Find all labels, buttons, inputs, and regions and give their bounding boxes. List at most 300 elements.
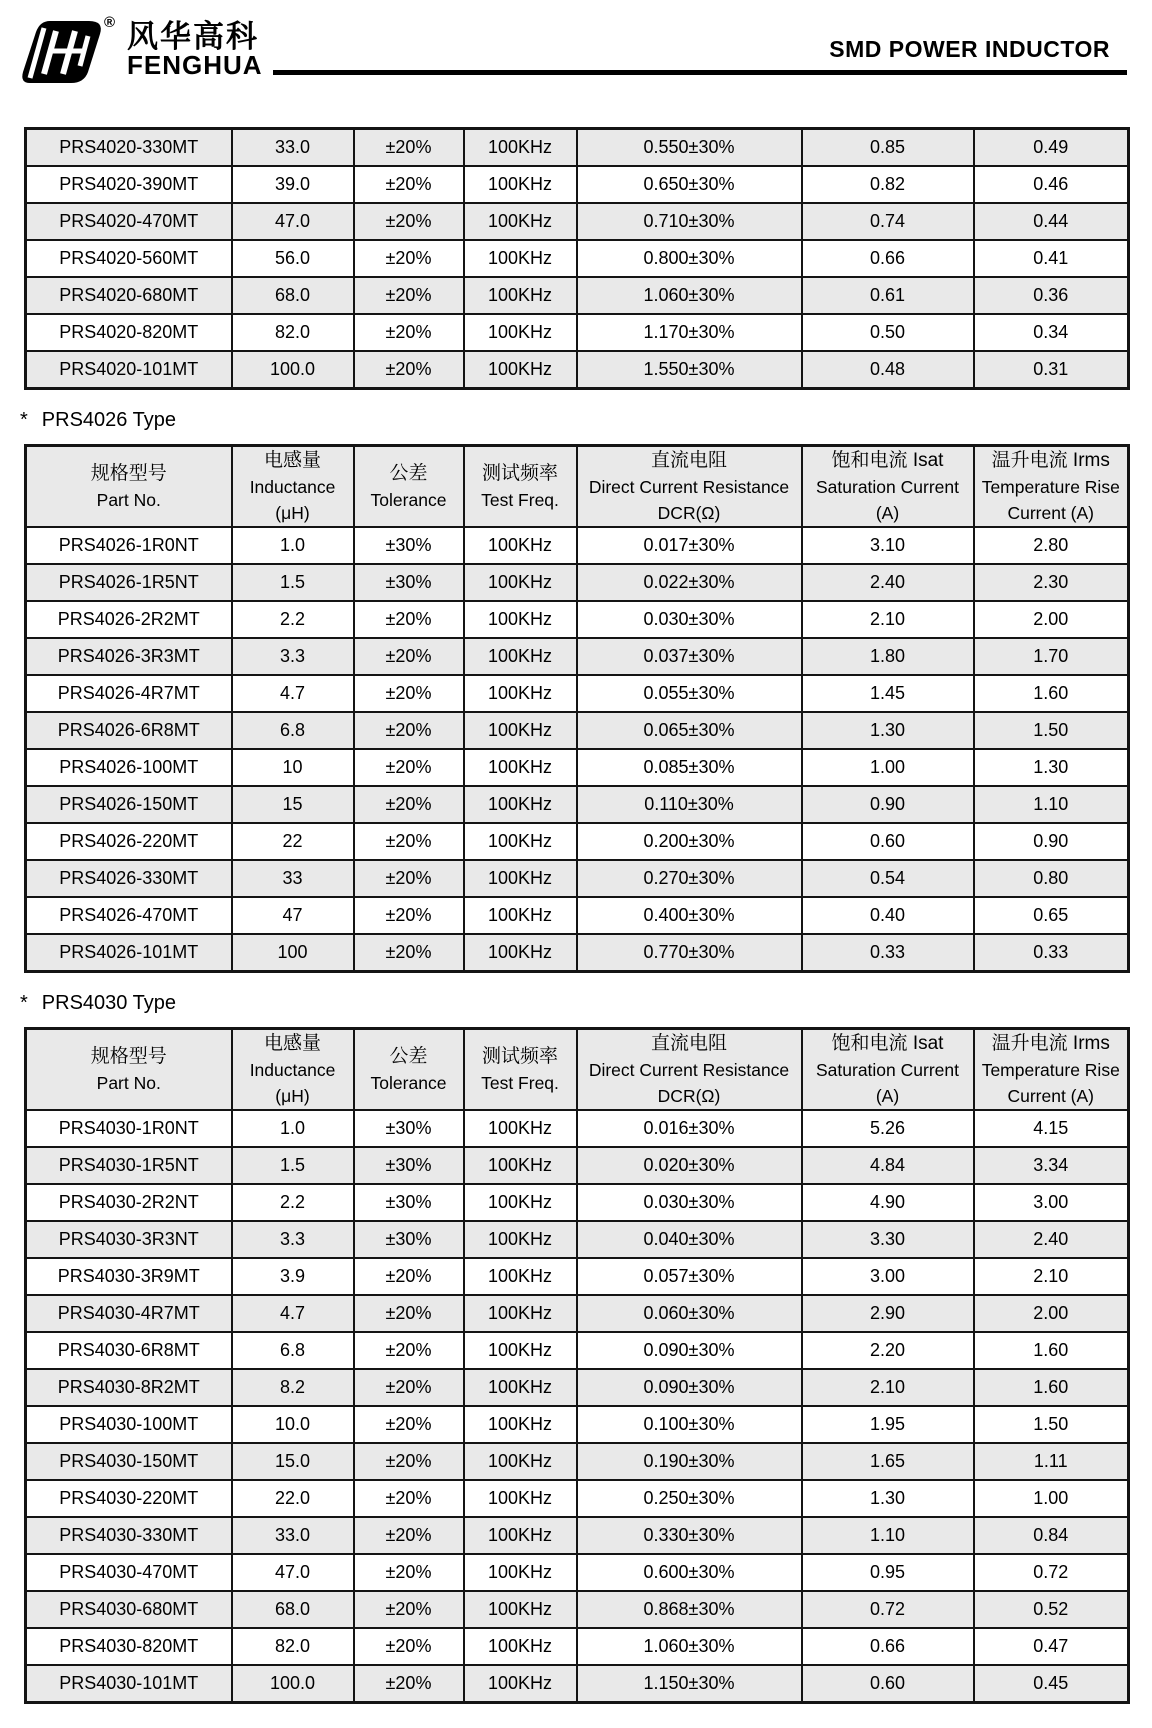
table-row <box>26 1591 1129 1628</box>
col-header-unit: (μH) <box>275 1086 310 1106</box>
heading-label: PRS4030 Type <box>41 992 176 1014</box>
table-header <box>26 446 1129 528</box>
col-header-en: Saturation Current <box>816 1060 959 1080</box>
cell-tolerance: ±20% <box>354 1517 464 1554</box>
cell-tolerance: ±20% <box>354 860 464 897</box>
table-row <box>26 601 1129 638</box>
cell-test-freq: 100KHz <box>464 203 577 240</box>
cell-irms: 0.49 <box>974 129 1129 167</box>
cell-tolerance: ±20% <box>354 601 464 638</box>
col-header-isat <box>802 1029 974 1111</box>
cell-part-no: PRS4030-330MT <box>26 1517 232 1554</box>
cell-part-no: PRS4030-820MT <box>26 1628 232 1665</box>
cell-isat: 0.66 <box>802 1628 974 1665</box>
cell-irms: 1.50 <box>974 1406 1129 1443</box>
cell-isat: 4.84 <box>802 1147 974 1184</box>
table-row <box>26 675 1129 712</box>
page-title: SMD POWER INDUCTOR <box>829 36 1110 62</box>
cell-irms: 2.80 <box>974 527 1129 564</box>
cell-part-no: PRS4026-4R7MT <box>26 675 232 712</box>
col-header-cn: 规格型号 <box>90 463 167 484</box>
cell-inductance: 6.8 <box>232 712 354 749</box>
cell-test-freq: 100KHz <box>464 1221 577 1258</box>
cell-tolerance: ±20% <box>354 1369 464 1406</box>
col-header-en: Test Freq. <box>481 1073 559 1093</box>
col-header-cn: 饱和电流 Isat <box>831 1033 944 1054</box>
cell-irms: 1.10 <box>974 786 1129 823</box>
prs4020-table-continued <box>24 127 1130 390</box>
cell-tolerance: ±20% <box>354 1480 464 1517</box>
cell-dcr: 1.060±30% <box>577 1628 802 1665</box>
col-header-inductance <box>232 446 354 528</box>
cell-inductance: 8.2 <box>232 1369 354 1406</box>
cell-dcr: 0.020±30% <box>577 1147 802 1184</box>
col-header-unit: (μH) <box>275 503 310 523</box>
cell-irms: 1.11 <box>974 1443 1129 1480</box>
cell-test-freq: 100KHz <box>464 1443 577 1480</box>
col-header-cn: 测试频率 <box>481 463 558 484</box>
prs4030-table-body <box>26 1110 1129 1703</box>
cell-isat: 0.40 <box>802 897 974 934</box>
table-row <box>26 638 1129 675</box>
cell-inductance: 100.0 <box>232 351 354 389</box>
table-row <box>26 712 1129 749</box>
cell-test-freq: 100KHz <box>464 749 577 786</box>
cell-tolerance: ±30% <box>354 527 464 564</box>
table-row <box>26 823 1129 860</box>
col-header-cn: 电感量 <box>263 1033 321 1054</box>
cell-test-freq: 100KHz <box>464 1184 577 1221</box>
cell-tolerance: ±20% <box>354 203 464 240</box>
cell-isat: 1.00 <box>802 749 974 786</box>
cell-tolerance: ±30% <box>354 1184 464 1221</box>
cell-tolerance: ±30% <box>354 564 464 601</box>
cell-dcr: 0.090±30% <box>577 1332 802 1369</box>
cell-test-freq: 100KHz <box>464 240 577 277</box>
cell-part-no: PRS4030-470MT <box>26 1554 232 1591</box>
cell-dcr: 0.550±30% <box>577 129 802 167</box>
cell-isat: 5.26 <box>802 1110 974 1147</box>
cell-inductance: 3.3 <box>232 638 354 675</box>
heading-bullet: * <box>20 992 28 1014</box>
cell-part-no: PRS4030-1R0NT <box>26 1110 232 1147</box>
cell-irms: 0.80 <box>974 860 1129 897</box>
col-header-cn: 直流电阻 <box>650 450 727 471</box>
col-header-cn: 公差 <box>389 1046 428 1067</box>
fenghua-logo-mark <box>20 20 104 84</box>
cell-inductance: 33.0 <box>232 1517 354 1554</box>
cell-isat: 0.74 <box>802 203 974 240</box>
cell-dcr: 0.868±30% <box>577 1591 802 1628</box>
cell-inductance: 33.0 <box>232 129 354 167</box>
cell-dcr: 0.037±30% <box>577 638 802 675</box>
cell-isat: 0.61 <box>802 277 974 314</box>
col-header-irms <box>974 1029 1129 1111</box>
cell-isat: 2.10 <box>802 1369 974 1406</box>
cell-dcr: 0.040±30% <box>577 1221 802 1258</box>
cell-part-no: PRS4030-3R9MT <box>26 1258 232 1295</box>
cell-part-no: PRS4026-2R2MT <box>26 601 232 638</box>
cell-dcr: 0.110±30% <box>577 786 802 823</box>
table-row <box>26 1332 1129 1369</box>
cell-dcr: 0.190±30% <box>577 1443 802 1480</box>
table-row <box>26 1480 1129 1517</box>
cell-part-no: PRS4026-100MT <box>26 749 232 786</box>
cell-inductance: 1.0 <box>232 1110 354 1147</box>
section-heading-prs4030 <box>20 992 1152 1015</box>
col-header-en: Direct Current Resistance <box>588 477 790 497</box>
cell-dcr: 0.022±30% <box>577 564 802 601</box>
cell-inductance: 10 <box>232 749 354 786</box>
cell-tolerance: ±20% <box>354 1295 464 1332</box>
cell-inductance: 39.0 <box>232 166 354 203</box>
col-header-part-no <box>26 1029 232 1111</box>
col-header-tolerance <box>354 446 464 528</box>
cell-irms: 0.34 <box>974 314 1129 351</box>
cell-tolerance: ±30% <box>354 1221 464 1258</box>
col-header-inductance <box>232 1029 354 1111</box>
cell-inductance: 47.0 <box>232 203 354 240</box>
cell-isat: 0.54 <box>802 860 974 897</box>
cell-part-no: PRS4020-330MT <box>26 129 232 167</box>
cell-test-freq: 100KHz <box>464 1110 577 1147</box>
cell-part-no: PRS4020-101MT <box>26 351 232 389</box>
cell-dcr: 0.017±30% <box>577 527 802 564</box>
cell-part-no: PRS4030-3R3NT <box>26 1221 232 1258</box>
cell-isat: 1.10 <box>802 1517 974 1554</box>
cell-tolerance: ±20% <box>354 314 464 351</box>
cell-irms: 1.70 <box>974 638 1129 675</box>
cell-part-no: PRS4026-3R3MT <box>26 638 232 675</box>
cell-inductance: 100.0 <box>232 1665 354 1703</box>
col-header-en: Inductance <box>249 1060 336 1080</box>
cell-irms: 2.40 <box>974 1221 1129 1258</box>
cell-isat: 1.30 <box>802 1480 974 1517</box>
cell-dcr: 0.057±30% <box>577 1258 802 1295</box>
cell-test-freq: 100KHz <box>464 314 577 351</box>
table-row <box>26 1147 1129 1184</box>
cell-irms: 1.30 <box>974 749 1129 786</box>
cell-inductance: 100 <box>232 934 354 972</box>
cell-dcr: 0.065±30% <box>577 712 802 749</box>
cell-part-no: PRS4026-101MT <box>26 934 232 972</box>
col-header-cn: 测试频率 <box>481 1046 558 1067</box>
cell-test-freq: 100KHz <box>464 638 577 675</box>
cell-inductance: 1.5 <box>232 564 354 601</box>
cell-dcr: 1.060±30% <box>577 277 802 314</box>
cell-irms: 1.00 <box>974 1480 1129 1517</box>
cell-isat: 0.66 <box>802 240 974 277</box>
cell-part-no: PRS4030-2R2NT <box>26 1184 232 1221</box>
cell-part-no: PRS4030-150MT <box>26 1443 232 1480</box>
col-header-unit: DCR(Ω) <box>657 503 721 523</box>
cell-irms: 0.46 <box>974 166 1129 203</box>
cell-isat: 0.95 <box>802 1554 974 1591</box>
cell-irms: 1.60 <box>974 675 1129 712</box>
cell-inductance: 47 <box>232 897 354 934</box>
cell-irms: 2.10 <box>974 1258 1129 1295</box>
table-row <box>26 934 1129 972</box>
col-header-cn: 温升电流 Irms <box>991 450 1110 471</box>
table-row <box>26 786 1129 823</box>
cell-part-no: PRS4030-101MT <box>26 1665 232 1703</box>
cell-test-freq: 100KHz <box>464 934 577 972</box>
cell-tolerance: ±20% <box>354 1591 464 1628</box>
cell-inductance: 4.7 <box>232 675 354 712</box>
cell-irms: 0.90 <box>974 823 1129 860</box>
cell-test-freq: 100KHz <box>464 564 577 601</box>
cell-test-freq: 100KHz <box>464 1591 577 1628</box>
col-header-en: Part No. <box>96 490 161 510</box>
cell-isat: 2.10 <box>802 601 974 638</box>
cell-test-freq: 100KHz <box>464 823 577 860</box>
cell-irms: 0.84 <box>974 1517 1129 1554</box>
cell-isat: 3.30 <box>802 1221 974 1258</box>
col-header-en: Temperature Rise <box>981 477 1120 497</box>
cell-irms: 3.00 <box>974 1184 1129 1221</box>
table-row <box>26 240 1129 277</box>
cell-dcr: 0.800±30% <box>577 240 802 277</box>
cell-tolerance: ±20% <box>354 1665 464 1703</box>
cell-isat: 0.82 <box>802 166 974 203</box>
col-header-unit: (A) <box>875 1086 900 1106</box>
cell-irms: 0.33 <box>974 934 1129 972</box>
table-row <box>26 277 1129 314</box>
cell-inductance: 56.0 <box>232 240 354 277</box>
cell-isat: 0.48 <box>802 351 974 389</box>
cell-tolerance: ±30% <box>354 1110 464 1147</box>
col-header-en: Part No. <box>96 1073 161 1093</box>
table-row <box>26 1221 1129 1258</box>
logo-text-en: FENGHUA <box>127 50 263 80</box>
cell-inductance: 22.0 <box>232 1480 354 1517</box>
cell-isat: 3.10 <box>802 527 974 564</box>
cell-irms: 0.47 <box>974 1628 1129 1665</box>
col-header-en: Temperature Rise <box>981 1060 1120 1080</box>
cell-inductance: 33 <box>232 860 354 897</box>
section-heading-prs4026 <box>20 409 1152 432</box>
cell-tolerance: ±20% <box>354 897 464 934</box>
cell-inductance: 47.0 <box>232 1554 354 1591</box>
table-row <box>26 1628 1129 1665</box>
table-row <box>26 749 1129 786</box>
table-row <box>26 203 1129 240</box>
cell-isat: 0.60 <box>802 1665 974 1703</box>
table-row <box>26 527 1129 564</box>
col-header-unit: Current (A) <box>1007 1086 1095 1106</box>
table-row <box>26 351 1129 389</box>
cell-isat: 1.30 <box>802 712 974 749</box>
table-row <box>26 1665 1129 1703</box>
cell-test-freq: 100KHz <box>464 1369 577 1406</box>
cell-inductance: 6.8 <box>232 1332 354 1369</box>
col-header-dcr <box>577 1029 802 1111</box>
cell-tolerance: ±20% <box>354 749 464 786</box>
col-header-cn: 温升电流 Irms <box>991 1033 1110 1054</box>
cell-dcr: 0.270±30% <box>577 860 802 897</box>
col-header-test-freq <box>464 446 577 528</box>
cell-dcr: 0.085±30% <box>577 749 802 786</box>
table-row <box>26 1369 1129 1406</box>
cell-inductance: 2.2 <box>232 1184 354 1221</box>
cell-inductance: 68.0 <box>232 277 354 314</box>
cell-irms: 3.34 <box>974 1147 1129 1184</box>
col-header-en: Test Freq. <box>481 490 559 510</box>
cell-irms: 4.15 <box>974 1110 1129 1147</box>
table-row <box>26 129 1129 167</box>
cell-irms: 0.45 <box>974 1665 1129 1703</box>
cell-test-freq: 100KHz <box>464 1295 577 1332</box>
col-header-cn: 电感量 <box>263 450 321 471</box>
cell-irms: 0.65 <box>974 897 1129 934</box>
cell-tolerance: ±20% <box>354 1628 464 1665</box>
cell-inductance: 1.5 <box>232 1147 354 1184</box>
cell-dcr: 0.030±30% <box>577 1184 802 1221</box>
cell-tolerance: ±20% <box>354 1258 464 1295</box>
cell-tolerance: ±20% <box>354 1406 464 1443</box>
cell-isat: 1.95 <box>802 1406 974 1443</box>
cell-dcr: 0.330±30% <box>577 1517 802 1554</box>
table-header-row <box>26 1029 1129 1111</box>
prs4030-table <box>24 1027 1130 1704</box>
col-header-tolerance <box>354 1029 464 1111</box>
table-row <box>26 166 1129 203</box>
cell-dcr: 1.170±30% <box>577 314 802 351</box>
cell-test-freq: 100KHz <box>464 527 577 564</box>
cell-inductance: 82.0 <box>232 314 354 351</box>
cell-test-freq: 100KHz <box>464 1554 577 1591</box>
cell-dcr: 0.250±30% <box>577 1480 802 1517</box>
cell-part-no: PRS4026-330MT <box>26 860 232 897</box>
table-row <box>26 1443 1129 1480</box>
registered-mark: ® <box>104 14 116 31</box>
cell-test-freq: 100KHz <box>464 601 577 638</box>
table-row <box>26 1295 1129 1332</box>
cell-irms: 0.72 <box>974 1554 1129 1591</box>
cell-irms: 0.41 <box>974 240 1129 277</box>
cell-irms: 2.00 <box>974 601 1129 638</box>
cell-irms: 2.00 <box>974 1295 1129 1332</box>
cell-inductance: 15 <box>232 786 354 823</box>
table-row <box>26 1554 1129 1591</box>
cell-dcr: 0.030±30% <box>577 601 802 638</box>
table-row <box>26 1258 1129 1295</box>
col-header-cn: 规格型号 <box>90 1046 167 1067</box>
cell-inductance: 2.2 <box>232 601 354 638</box>
cell-dcr: 0.060±30% <box>577 1295 802 1332</box>
cell-inductance: 4.7 <box>232 1295 354 1332</box>
table-row <box>26 1110 1129 1147</box>
cell-part-no: PRS4020-470MT <box>26 203 232 240</box>
cell-test-freq: 100KHz <box>464 1147 577 1184</box>
col-header-unit: (A) <box>875 503 900 523</box>
cell-part-no: PRS4030-680MT <box>26 1591 232 1628</box>
cell-inductance: 22 <box>232 823 354 860</box>
cell-inductance: 82.0 <box>232 1628 354 1665</box>
col-header-en: Tolerance <box>370 490 447 510</box>
cell-inductance: 3.9 <box>232 1258 354 1295</box>
cell-part-no: PRS4026-1R5NT <box>26 564 232 601</box>
cell-part-no: PRS4026-470MT <box>26 897 232 934</box>
cell-part-no: PRS4030-220MT <box>26 1480 232 1517</box>
col-header-part-no <box>26 446 232 528</box>
cell-tolerance: ±20% <box>354 638 464 675</box>
cell-inductance: 15.0 <box>232 1443 354 1480</box>
cell-inductance: 68.0 <box>232 1591 354 1628</box>
cell-inductance: 1.0 <box>232 527 354 564</box>
col-header-isat <box>802 446 974 528</box>
cell-test-freq: 100KHz <box>464 1332 577 1369</box>
cell-part-no: PRS4030-8R2MT <box>26 1369 232 1406</box>
cell-isat: 0.90 <box>802 786 974 823</box>
cell-tolerance: ±20% <box>354 1554 464 1591</box>
cell-test-freq: 100KHz <box>464 1406 577 1443</box>
cell-irms: 1.50 <box>974 712 1129 749</box>
cell-inductance: 3.3 <box>232 1221 354 1258</box>
cell-tolerance: ±20% <box>354 1332 464 1369</box>
cell-test-freq: 100KHz <box>464 129 577 167</box>
cell-isat: 0.60 <box>802 823 974 860</box>
table-header-row <box>26 446 1129 528</box>
cell-irms: 0.36 <box>974 277 1129 314</box>
header-divider <box>273 70 1127 75</box>
cell-isat: 0.50 <box>802 314 974 351</box>
cell-dcr: 0.090±30% <box>577 1369 802 1406</box>
cell-test-freq: 100KHz <box>464 1517 577 1554</box>
cell-part-no: PRS4030-6R8MT <box>26 1332 232 1369</box>
col-header-test-freq <box>464 1029 577 1111</box>
cell-isat: 0.85 <box>802 129 974 167</box>
cell-tolerance: ±20% <box>354 675 464 712</box>
cell-test-freq: 100KHz <box>464 351 577 389</box>
col-header-en: Direct Current Resistance <box>588 1060 790 1080</box>
cell-test-freq: 100KHz <box>464 786 577 823</box>
cell-isat: 4.90 <box>802 1184 974 1221</box>
cell-part-no: PRS4030-4R7MT <box>26 1295 232 1332</box>
cell-test-freq: 100KHz <box>464 860 577 897</box>
cell-part-no: PRS4026-1R0NT <box>26 527 232 564</box>
prs4026-table <box>24 444 1130 973</box>
cell-irms: 1.60 <box>974 1332 1129 1369</box>
fenghua-logo-icon <box>20 20 104 84</box>
cell-tolerance: ±20% <box>354 823 464 860</box>
table-row <box>26 1517 1129 1554</box>
cell-tolerance: ±20% <box>354 1443 464 1480</box>
cell-test-freq: 100KHz <box>464 1665 577 1703</box>
cell-isat: 0.33 <box>802 934 974 972</box>
cell-part-no: PRS4026-150MT <box>26 786 232 823</box>
cell-isat: 2.20 <box>802 1332 974 1369</box>
cell-part-no: PRS4030-100MT <box>26 1406 232 1443</box>
cell-tolerance: ±20% <box>354 277 464 314</box>
col-header-cn: 饱和电流 Isat <box>831 450 944 471</box>
cell-dcr: 0.055±30% <box>577 675 802 712</box>
table-row <box>26 897 1129 934</box>
table-header <box>26 1029 1129 1111</box>
heading-bullet: * <box>20 409 28 431</box>
cell-test-freq: 100KHz <box>464 675 577 712</box>
cell-tolerance: ±20% <box>354 351 464 389</box>
cell-part-no: PRS4030-1R5NT <box>26 1147 232 1184</box>
cell-dcr: 1.550±30% <box>577 351 802 389</box>
cell-test-freq: 100KHz <box>464 897 577 934</box>
cell-tolerance: ±20% <box>354 786 464 823</box>
cell-test-freq: 100KHz <box>464 166 577 203</box>
cell-irms: 1.60 <box>974 1369 1129 1406</box>
cell-irms: 0.52 <box>974 1591 1129 1628</box>
cell-test-freq: 100KHz <box>464 277 577 314</box>
table-row <box>26 314 1129 351</box>
